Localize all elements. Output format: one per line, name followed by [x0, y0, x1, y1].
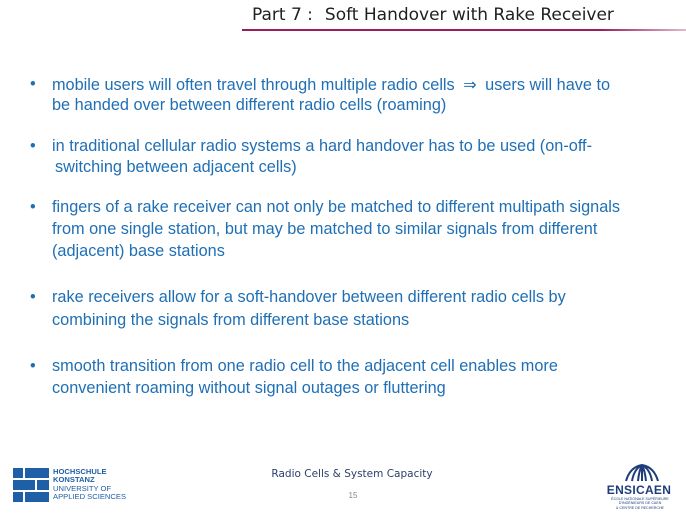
ensicaen-logo-icon	[622, 463, 662, 483]
bullet-line: fingers of a rake receiver can not only be matched to different multipath signals	[52, 198, 621, 216]
bullet-line: be handed over between different radio cells (roaming)	[52, 96, 447, 114]
htwg-logo-text: HOCHSCHULE KONSTANZ UNIVERSITY OF APPLIED SCIENCES	[53, 467, 127, 501]
footer-title: Radio Cells & System Capacity	[271, 468, 433, 480]
bullet-line: combining the signals from different base stations	[52, 311, 410, 329]
ensicaen-name: ENSICAEN	[606, 483, 672, 497]
bullet-line: from one single station, but may be matched to similar signals from different	[52, 220, 598, 238]
bullet-line: rake receivers allow for a soft-handover between different radio cells by	[52, 288, 566, 306]
page-number: 15	[348, 491, 358, 500]
bullet-line: (adjacent) base stations	[52, 242, 225, 260]
bullet-symbol: •	[30, 288, 36, 306]
bullet-line: smooth transition from one radio cell to the adjacent cell enables more	[52, 357, 558, 375]
bullet-line: mobile users will often travel through multiple radio cells ⇒ users will have to	[52, 75, 611, 94]
bullet-line: in traditional cellular radio systems a hard handover has to be used (on-off-	[52, 137, 592, 155]
bullet-symbol: •	[30, 357, 36, 375]
bullet-symbol: •	[30, 75, 36, 93]
htwg-logo-icon	[13, 468, 49, 502]
bullet-symbol: •	[30, 137, 36, 155]
bullet-symbol: •	[30, 198, 36, 216]
implies-arrow-icon: ⇒	[463, 75, 477, 94]
ensicaen-subtitle: ÉCOLE NATIONALE SUPÉRIEURE D'INGÉNIEURS DE CAEN & CENTRE DE RECHERCHE	[611, 497, 669, 510]
bullet-line: convenient roaming without signal outages or fluttering	[52, 379, 446, 397]
part-label: Part 7 :	[252, 5, 313, 25]
title-text: Soft Handover with Rake Receiver	[324, 5, 614, 25]
bullet-line: switching between adjacent cells)	[55, 158, 297, 176]
